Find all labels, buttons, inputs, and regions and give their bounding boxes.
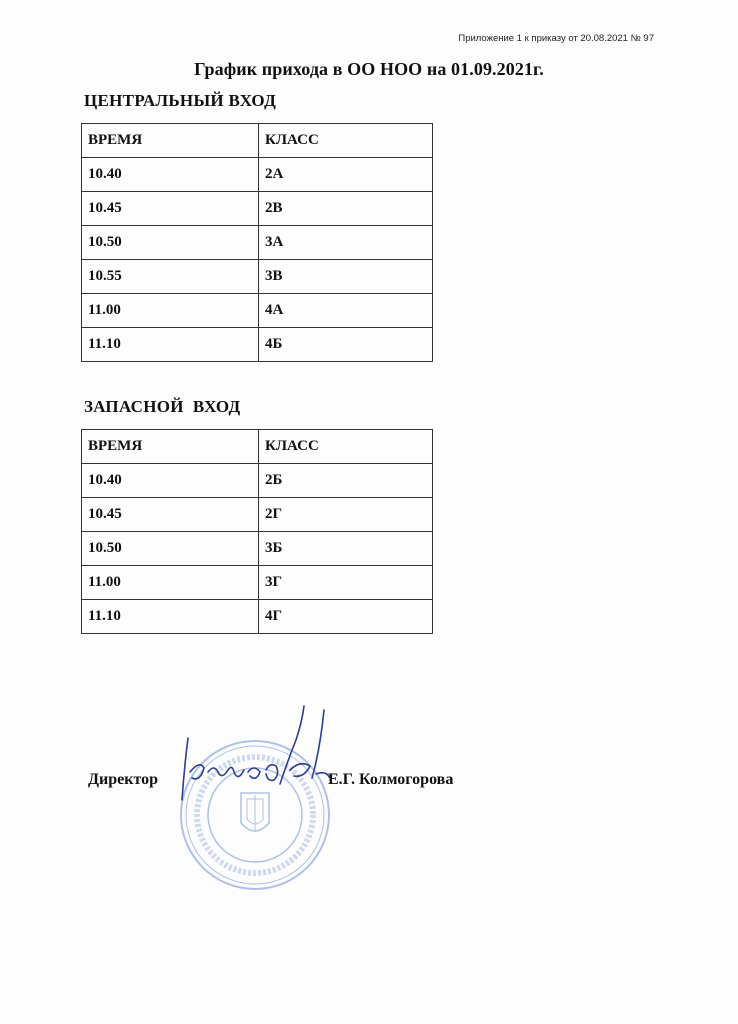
cell-time: 11.00 — [82, 294, 259, 328]
cell-time: 10.45 — [82, 192, 259, 226]
table-row — [82, 328, 433, 362]
cell-class: 4Г — [259, 600, 433, 634]
table-row — [82, 294, 433, 328]
column-header-time: ВРЕМЯ — [82, 124, 259, 158]
table-row — [82, 192, 433, 226]
table-row — [82, 532, 433, 566]
schedule-table-central — [81, 123, 433, 362]
director-name: Е.Г. Колмогорова — [328, 771, 454, 788]
table-row — [82, 498, 433, 532]
table-row — [82, 260, 433, 294]
cell-time: 10.40 — [82, 158, 259, 192]
table-header-row — [82, 124, 433, 158]
table-header-row — [82, 430, 433, 464]
cell-time: 10.50 — [82, 532, 259, 566]
table-row — [82, 464, 433, 498]
cell-class: 3В — [259, 260, 433, 294]
appendix-note: Приложение 1 к приказу от 20.08.2021 № 97 — [458, 33, 654, 44]
cell-class: 4Б — [259, 328, 433, 362]
cell-time: 11.10 — [82, 328, 259, 362]
cell-class: 2В — [259, 192, 433, 226]
section-title-reserve-entrance: ЗАПАСНОЙ ВХОД — [84, 397, 241, 416]
cell-time: 10.40 — [82, 464, 259, 498]
column-header-class: КЛАСС — [259, 430, 433, 464]
schedule-table-reserve — [81, 429, 433, 634]
column-header-time: ВРЕМЯ — [82, 430, 259, 464]
cell-time: 11.10 — [82, 600, 259, 634]
cell-class: 2А — [259, 158, 433, 192]
cell-class: 3Г — [259, 566, 433, 600]
cell-class: 3Б — [259, 532, 433, 566]
column-header-class: КЛАСС — [259, 124, 433, 158]
cell-class: 3А — [259, 226, 433, 260]
cell-time: 10.45 — [82, 498, 259, 532]
table-row — [82, 600, 433, 634]
table-row — [82, 158, 433, 192]
cell-time: 10.50 — [82, 226, 259, 260]
cell-time: 10.55 — [82, 260, 259, 294]
cell-class: 2Г — [259, 498, 433, 532]
cell-time: 11.00 — [82, 566, 259, 600]
section-title-central-entrance: ЦЕНТРАЛЬНЫЙ ВХОД — [84, 91, 277, 110]
director-signature — [170, 700, 340, 810]
table-row — [82, 566, 433, 600]
document-title: График прихода в ОО НОО на 01.09.2021г. — [194, 59, 544, 79]
cell-class: 2Б — [259, 464, 433, 498]
cell-class: 4А — [259, 294, 433, 328]
table-row — [82, 226, 433, 260]
director-label: Директор — [88, 771, 158, 788]
